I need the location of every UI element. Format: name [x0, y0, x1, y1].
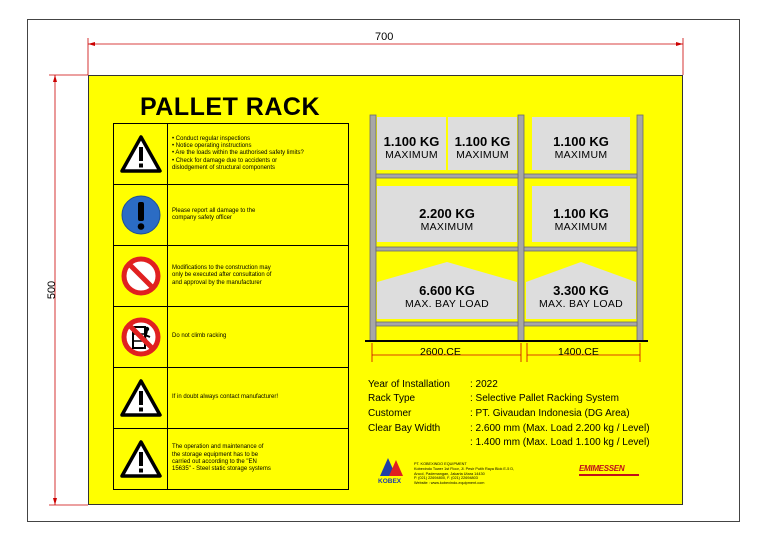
- load-caption: MAX. BAY LOAD: [538, 298, 624, 310]
- rule-line: dislodgement of structural components: [172, 164, 276, 171]
- company-line: Kobexindo Tower 1st Floor, Jl. Pesir Putih Raya Blok E-5 D,: [414, 466, 515, 471]
- company-line: Website : www.kobexindo-equipment.com: [414, 481, 485, 486]
- company-line: Ancol, Pademangan, Jakarta Utara 14430: [414, 471, 485, 476]
- upright-left: [370, 115, 376, 341]
- upright-middle: [518, 115, 524, 341]
- company-line: P. (021) 22694800, F. (021) 22694803: [414, 476, 478, 481]
- rule-line: the storage equipment has to be: [172, 451, 259, 458]
- rule-line: • Conduct regular inspections: [172, 135, 251, 142]
- beam-right-lower: [524, 247, 637, 251]
- clear-bay-width-value-1: : 2.600 mm (Max. Load 2.200 kg / Level): [470, 423, 650, 434]
- rule-line: 15635" - Steel static storage systems: [172, 466, 271, 473]
- load-value: 2.200 KG: [419, 206, 475, 221]
- load-label-right-top: [532, 117, 630, 170]
- load-value: 1.100 KG: [553, 134, 609, 149]
- load-value: 1.100 KG: [383, 134, 440, 149]
- rule-line: company safety officer: [172, 215, 232, 221]
- partner-logo-underline: [579, 474, 639, 476]
- load-label-right-bay: [526, 283, 636, 317]
- height-dimension-label: 500: [46, 280, 59, 300]
- clear-bay-width-label: Clear Bay Width: [368, 423, 441, 434]
- year-label: Year of Installation: [368, 379, 450, 390]
- rule-line: and approval by the manufacturer: [172, 279, 262, 286]
- load-label-left-mid: [377, 186, 517, 242]
- rack-type-label: Rack Type: [368, 393, 416, 404]
- kobex-logo-text: KOBEX: [378, 478, 402, 485]
- rule-line: Do not climb racking: [172, 333, 227, 340]
- rule-line: Please report all damage to the: [172, 207, 256, 214]
- load-caption: MAXIMUM: [420, 221, 474, 233]
- rule-line: only be executed after consultation of: [172, 272, 272, 279]
- load-caption: MAXIMUM: [554, 221, 608, 233]
- company-line: PT. KOBEXINDO EQUIPMENT: [414, 462, 467, 466]
- beam-left-lower: [376, 247, 518, 251]
- sign-title: PALLET RACK: [139, 93, 321, 121]
- load-caption: MAXIMUM: [456, 149, 509, 161]
- load-value: 3.300 KG: [553, 283, 609, 298]
- rule-line: • Notice operating instructions: [172, 143, 252, 150]
- year-value: : 2022: [470, 379, 498, 390]
- rule-line: The operation and maintenance of: [172, 444, 264, 451]
- load-label-left-top-b: [448, 117, 517, 170]
- load-label-right-mid: [532, 186, 630, 242]
- beam-left-upper: [376, 174, 518, 178]
- load-label-left-top-a: [377, 117, 446, 170]
- beam-left-floor: [376, 322, 518, 326]
- rule-line: • Are the loads within the authorised safety limits?: [172, 150, 304, 157]
- company-address: [414, 462, 514, 486]
- customer-label: Customer: [368, 408, 412, 419]
- rule-line: • Check for damage due to accidents or: [172, 157, 278, 164]
- load-caption: MAXIMUM: [385, 149, 438, 161]
- rack-type-value: : Selective Pallet Racking System: [470, 393, 619, 404]
- rule-line: Modifications to the construction may: [172, 265, 271, 272]
- customer-value: : PT. Givaudan Indonesia (DG Area): [470, 408, 630, 419]
- load-value: 1.100 KG: [454, 134, 511, 149]
- load-caption: MAX. BAY LOAD: [404, 298, 490, 310]
- beam-right-upper: [524, 174, 637, 178]
- beam-right-floor: [524, 322, 637, 326]
- width-dimension-label: 700: [375, 31, 394, 43]
- rule-line: carried out according to the "EN: [172, 459, 257, 465]
- load-value: 1.100 KG: [553, 206, 609, 221]
- load-caption: MAXIMUM: [554, 149, 608, 161]
- rule-line: If in doubt always contact manufacturer!: [172, 394, 279, 401]
- clear-bay-width-value-2: : 1.400 mm (Max. Load 1.100 kg / Level): [470, 437, 650, 448]
- load-label-left-bay: [377, 283, 517, 317]
- upright-right: [637, 115, 643, 341]
- bay-width-right-label: 1400.CE: [558, 346, 599, 358]
- partner-logo-text: EMIMESSEN: [579, 464, 625, 473]
- bay-width-left-label: 2600.CE: [420, 346, 461, 358]
- load-value: 6.600 KG: [419, 283, 475, 298]
- partner-logo: [579, 464, 645, 478]
